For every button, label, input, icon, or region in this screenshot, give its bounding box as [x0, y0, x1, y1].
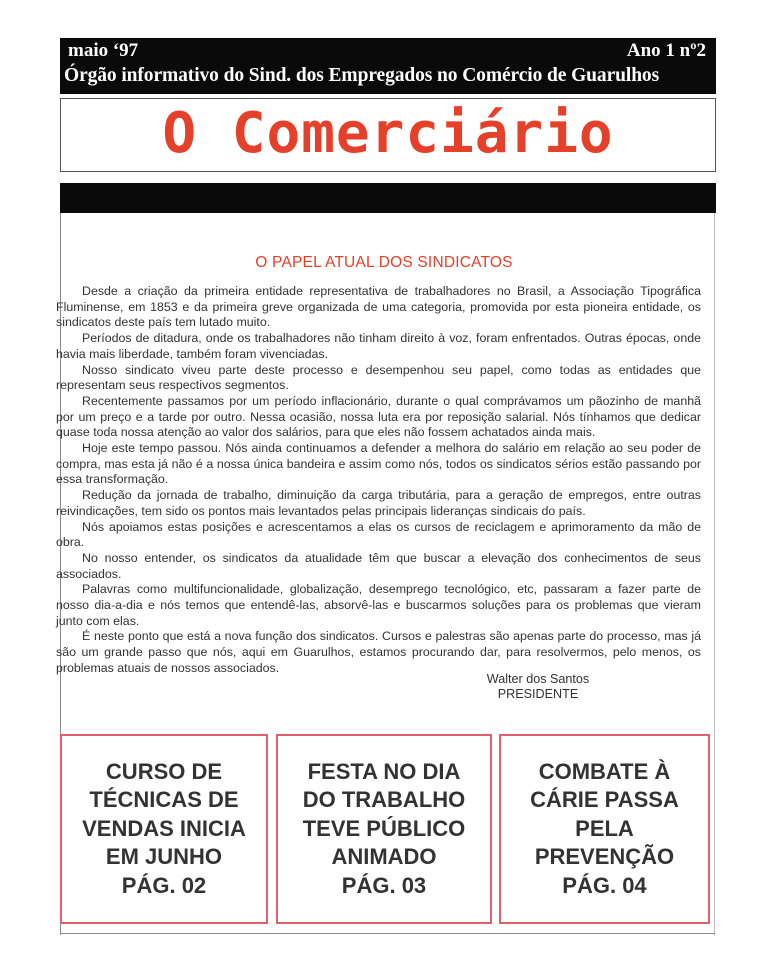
issue-number: Ano 1 nº2	[626, 40, 706, 61]
article-body	[56, 284, 701, 677]
article-paragraph: Períodos de ditadura, onde os trabalhadores não tinham direito à voz, foram enfrentados. Outras épocas, onde havia mais liberdade, também foram vivenciadas.	[56, 331, 701, 361]
article-paragraph: No nosso entender, os sindicatos da atualidade têm que buscar a elevação dos conhecimentos de seus associados.	[56, 550, 701, 581]
article-paragraph: Palavras como multifuncionalidade, globalização, desemprego tecnológico, etc, passaram a fazer parte de nosso dia-a-dia e nós temos que entendê-las, absorvê-las e buscarmos soluções para os problemas que vieram junto com elas.	[56, 582, 701, 628]
signature-name: Walter dos Santos	[486, 672, 590, 686]
masthead-title: O Comerciário	[162, 101, 614, 166]
highlight-box-sales-course	[60, 734, 268, 924]
highlight-box-cavity-prevention	[499, 734, 710, 924]
highlight-text: COMBATE À CÁRIE PASSA PELA PREVENÇÃO PÁG. 04	[530, 758, 679, 898]
article-paragraph: Desde a criação da primeira entidade representativa de trabalhadores no Brasil, a Associação Tipográfica Fluminense, em 1853 e da primeira greve organizada de uma categoria, promovida por esta pioneira entidade, os sindicatos deste país tem lutado muito.	[56, 284, 701, 330]
frame-right-rule	[714, 213, 715, 935]
article-paragraph: Redução da jornada de trabalho, diminuição da carga tributária, para a geração de empregos, entre outras reivindicações, tem sido os pontos mais levantados pelas principais lideranças sindicais do país.	[56, 488, 701, 518]
article-paragraph: Nós apoiamos estas posições e acrescentamos a elas os cursos de reciclagem e aprimoramento da mão de obra.	[56, 519, 701, 550]
highlight-text: FESTA NO DIA DO TRABALHO TEVE PÚBLICO ANIMADO PÁG. 03	[302, 758, 466, 898]
masthead	[60, 98, 716, 172]
highlight-text: CURSO DE TÉCNICAS DE VENDAS INICIA EM JUNHO PÁG. 02	[82, 758, 246, 898]
article-paragraph: É neste ponto que está a nova função dos sindicatos. Cursos e palestras são apenas parte do processo, mas já são um grande passo que nós, aqui em Guarulhos, estamos procurando dar, para resolvermos, pelo menos, os problemas atuais de nossos associados.	[56, 629, 701, 675]
header-bar	[60, 38, 716, 94]
article-paragraph: Recentemente passamos por um período inflacionário, durante o qual comprávamos um pãozinho de manhã por um preço e a tarde por outro. Nessa ocasião, nossa luta era por reposição salarial. Nós tínhamos que dedicar quase toda nossa atenção ao valor dos salários, para que eles não fossem achatados ainda mais.	[56, 393, 701, 440]
article-paragraph: Hoje este tempo passou. Nós ainda continuamos a defender a melhora do salário em relação ao seu poder de compra, mas esta já não é a nossa única bandeira e assim como nós, todos os sindicatos sérios estão passando por essa transformação.	[56, 441, 701, 487]
article-signature	[468, 672, 608, 702]
highlight-box-labor-day	[276, 734, 492, 924]
issue-date: maio ‘97	[68, 40, 139, 61]
publication-subtitle: Órgão informativo do Sind. dos Empregados no Comércio de Guarulhos	[64, 65, 660, 86]
article-title: O PAPEL ATUAL DOS SINDICATOS	[255, 254, 513, 271]
frame-bottom-rule	[60, 933, 715, 934]
signature-role: PRESIDENTE	[497, 687, 579, 701]
section-divider-bar	[60, 183, 716, 213]
article-paragraph: Nosso sindicato viveu parte deste processo e desempenhou seu papel, como todas as entidades que representam seus respectivos segmentos.	[56, 362, 701, 393]
